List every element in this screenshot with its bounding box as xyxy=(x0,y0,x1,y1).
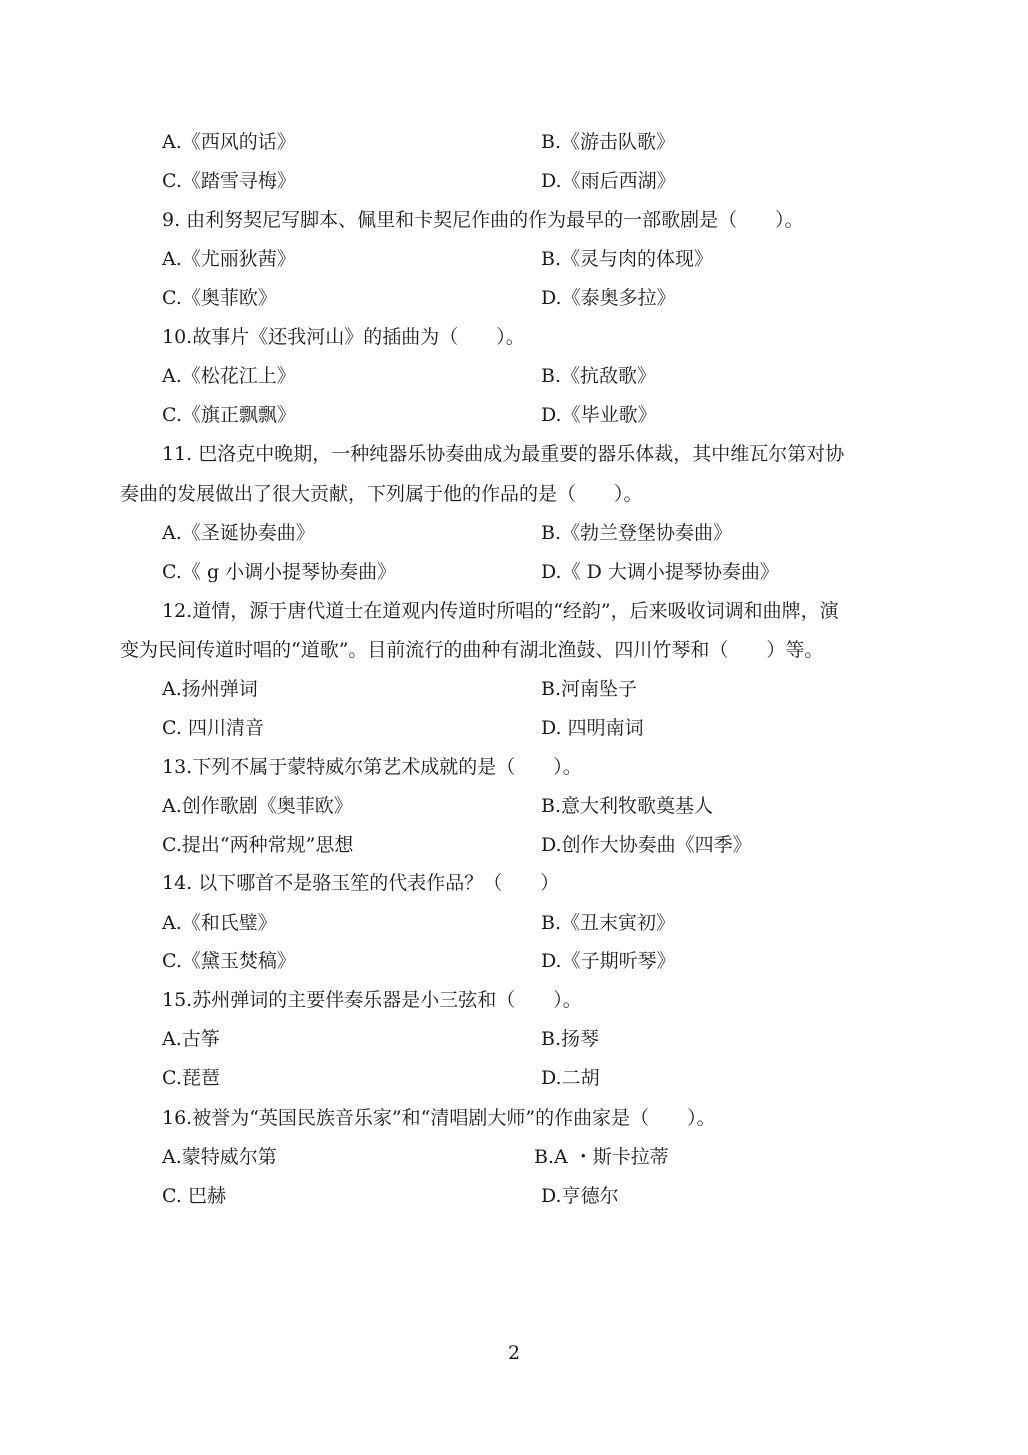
option-d: D.亨德尔 xyxy=(541,1185,619,1207)
option-b: B.《灵与肉的体现》 xyxy=(541,248,714,270)
option-c: C.琵琶 xyxy=(162,1067,220,1089)
option-c: C.《旗正飘飘》 xyxy=(162,404,296,426)
question-13 xyxy=(0,752,1028,782)
question-text: 11. 巴洛克中晚期，一种纯器乐协奏曲成为最重要的器乐体裁，其中维瓦尔第对协 xyxy=(162,443,845,465)
option-b: B.扬琴 xyxy=(541,1028,600,1050)
options-row xyxy=(0,518,1028,548)
option-b: B.河南坠子 xyxy=(541,678,638,700)
option-d: D.《泰奥多拉》 xyxy=(541,287,676,309)
option-b: B.意大利牧歌奠基人 xyxy=(541,795,714,817)
option-d: D.创作大协奏曲《四季》 xyxy=(541,834,752,856)
option-d: D.二胡 xyxy=(541,1067,600,1089)
option-b: B.《抗敌歌》 xyxy=(541,365,657,387)
option-a: A.创作歌剧《奥菲欧》 xyxy=(162,795,353,817)
option-b: B.A ・斯卡拉蒂 xyxy=(534,1146,669,1168)
question-text: 13.下列不属于蒙特威尔第艺术成就的是（ ）。 xyxy=(162,756,582,778)
options-row xyxy=(0,791,1028,821)
question-11 xyxy=(0,439,1028,469)
options-row xyxy=(0,1181,1028,1211)
option-c: C.《黛玉焚稿》 xyxy=(162,950,296,972)
options-row xyxy=(0,830,1028,860)
question-11-continuation xyxy=(0,479,1028,509)
options-row xyxy=(0,1024,1028,1054)
option-d: D.《 D 大调小提琴协奏曲》 xyxy=(541,561,779,583)
options-row xyxy=(0,166,1028,196)
question-12-continuation xyxy=(0,635,1028,665)
options-row xyxy=(0,244,1028,274)
option-c: C.《奥菲欧》 xyxy=(162,287,277,309)
option-a: A.扬州弹词 xyxy=(162,678,258,700)
options-row xyxy=(0,127,1028,157)
option-b: B.《丑末寅初》 xyxy=(541,912,676,934)
options-row xyxy=(0,557,1028,587)
question-text: 16.被誉为“英国民族音乐家”和“清唱剧大师”的作曲家是（ ）。 xyxy=(162,1107,716,1129)
option-c: C.提出“两种常规”思想 xyxy=(162,834,354,856)
question-9 xyxy=(0,205,1028,235)
options-row xyxy=(0,713,1028,743)
question-text: 15.苏州弹词的主要伴奏乐器是小三弦和（ ）。 xyxy=(162,989,582,1011)
page-number: 2 xyxy=(507,1342,521,1364)
option-a: A.《尤丽狄茜》 xyxy=(162,248,296,270)
option-c: C. 四川清音 xyxy=(162,717,264,739)
option-d: D. 四明南词 xyxy=(541,717,644,739)
option-d: D.《子期听琴》 xyxy=(541,950,676,972)
option-a: A.《松花江上》 xyxy=(162,365,296,387)
option-a: A.《和氏璧》 xyxy=(162,912,277,934)
question-15 xyxy=(0,985,1028,1015)
option-a: A.古筝 xyxy=(162,1028,220,1050)
options-row xyxy=(0,283,1028,313)
question-14 xyxy=(0,868,1028,898)
options-row xyxy=(0,946,1028,976)
question-12 xyxy=(0,596,1028,626)
option-c: C. 巴赫 xyxy=(162,1185,226,1207)
option-d: D.《毕业歌》 xyxy=(541,404,657,426)
option-a: A.《西风的话》 xyxy=(162,131,296,153)
options-row xyxy=(0,361,1028,391)
option-a: A.蒙特威尔第 xyxy=(162,1146,277,1168)
option-c: C.《 g 小调小提琴协奏曲》 xyxy=(162,561,397,583)
question-text: 10.故事片《还我河山》的插曲为（ ）。 xyxy=(162,326,525,348)
question-text: 9. 由利努契尼写脚本、佩里和卡契尼作曲的作为最早的一部歌剧是（ ）。 xyxy=(162,209,804,231)
question-10 xyxy=(0,322,1028,352)
options-row xyxy=(0,908,1028,938)
options-row xyxy=(0,1063,1028,1093)
options-row xyxy=(0,400,1028,430)
question-16 xyxy=(0,1103,1028,1133)
option-d: D.《雨后西湖》 xyxy=(541,170,676,192)
option-c: C.《踏雪寻梅》 xyxy=(162,170,296,192)
question-text-continuation: 变为民间传道时唱的“道歌”。目前流行的曲种有湖北渔鼓、四川竹琴和（ ）等。 xyxy=(120,639,824,661)
option-b: B.《勃兰登堡协奏曲》 xyxy=(541,522,733,544)
option-b: B.《游击队歌》 xyxy=(541,131,676,153)
question-text: 14. 以下哪首不是骆玉笙的代表作品？（ ） xyxy=(162,872,560,894)
question-text-continuation: 奏曲的发展做出了很大贡献，下列属于他的作品的是（ ）。 xyxy=(120,483,643,505)
options-row xyxy=(0,674,1028,704)
option-a: A.《圣诞协奏曲》 xyxy=(162,522,315,544)
question-text: 12.道情，源于唐代道士在道观内传道时所唱的“经韵”，后来吸收词调和曲牌，演 xyxy=(162,600,839,622)
options-row xyxy=(0,1142,1028,1172)
